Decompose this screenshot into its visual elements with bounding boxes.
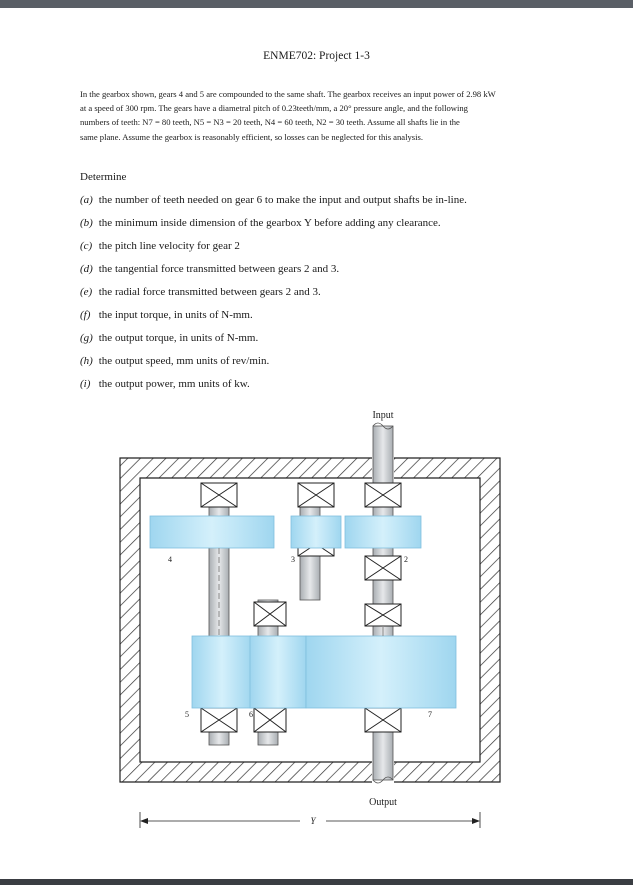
- gear-7-label: 7: [428, 710, 432, 719]
- gear-3-label: 3: [291, 555, 295, 564]
- input-label: Input: [372, 410, 394, 421]
- gear-6-label: 6: [249, 710, 253, 719]
- gear-4: [150, 516, 274, 548]
- bearing-icon: [254, 602, 286, 626]
- dimension-y-label: Y: [310, 816, 316, 826]
- question-text: the minimum inside dimension of the gearbox Y before adding any clearance.: [98, 217, 441, 229]
- paragraph-line: In the gearbox shown, gears 4 and 5 are compounded to the same shaft. The gearbox receives an input power of 2.98 kW: [80, 89, 496, 99]
- bearing-icon: [365, 483, 401, 507]
- question-label: (d): [80, 263, 93, 275]
- question-label: (h): [80, 355, 93, 367]
- paragraph-line: numbers of teeth: N7 = 80 teeth, N5 = N3 = 20 teeth, N4 = 60 teeth, N2 = 30 teeth. Assume all shafts lie in the: [80, 117, 460, 128]
- determine-heading: Determine: [80, 171, 127, 183]
- question-label: (f): [80, 309, 91, 321]
- bearing-icon: [298, 483, 334, 507]
- question-text: the output power, mm units of kw.: [98, 378, 250, 390]
- question-text: the number of teeth needed on gear 6 to make the input and output shafts be in-line.: [98, 194, 467, 206]
- gear-5: [192, 636, 252, 708]
- gear-7: [306, 636, 456, 708]
- question-text: the output torque, in units of N-mm.: [98, 332, 259, 344]
- bearing-icon: [201, 483, 237, 507]
- viewer-bottom-bar: [0, 879, 633, 885]
- question-text: the pitch line velocity for gear 2: [98, 240, 240, 252]
- question-label: (g): [80, 332, 93, 344]
- output-label: Output: [369, 797, 397, 808]
- question-text: the tangential force transmitted between gears 2 and 3.: [98, 263, 340, 275]
- gear-6: [250, 636, 306, 708]
- question-label: (i): [80, 378, 91, 390]
- paragraph-line: at a speed of 300 rpm. The gears have a diametral pitch of 0.23teeth/mm, a 20° pressure angle, and the following: [80, 103, 468, 114]
- bearing-icon: [254, 708, 286, 732]
- bearing-icon: [365, 556, 401, 580]
- gear-3: [291, 516, 341, 548]
- dimension-y: [140, 812, 480, 828]
- question-label: (e): [80, 286, 93, 298]
- bearing-icon: [365, 604, 401, 626]
- question-label: (b): [80, 217, 93, 229]
- question-text: the input torque, in units of N-mm.: [98, 309, 253, 321]
- question-text: the radial force transmitted between gears 2 and 3.: [98, 286, 321, 298]
- question-label: (c): [80, 240, 93, 252]
- question-label: (a): [80, 194, 93, 206]
- question-text: the output speed, mm units of rev/min.: [98, 355, 270, 367]
- gear-2-label: 2: [404, 555, 408, 564]
- page-title: ENME702: Project 1-3: [263, 50, 370, 62]
- bearing-icon: [365, 708, 401, 732]
- gear-2: [345, 516, 421, 548]
- paragraph-line: same plane. Assume the gearbox is reasonably efficient, so losses can be neglected for this analysis.: [80, 131, 424, 142]
- bearing-icon: [201, 708, 237, 732]
- gear-5-label: 5: [185, 710, 189, 719]
- gear-4-label: 4: [168, 555, 172, 564]
